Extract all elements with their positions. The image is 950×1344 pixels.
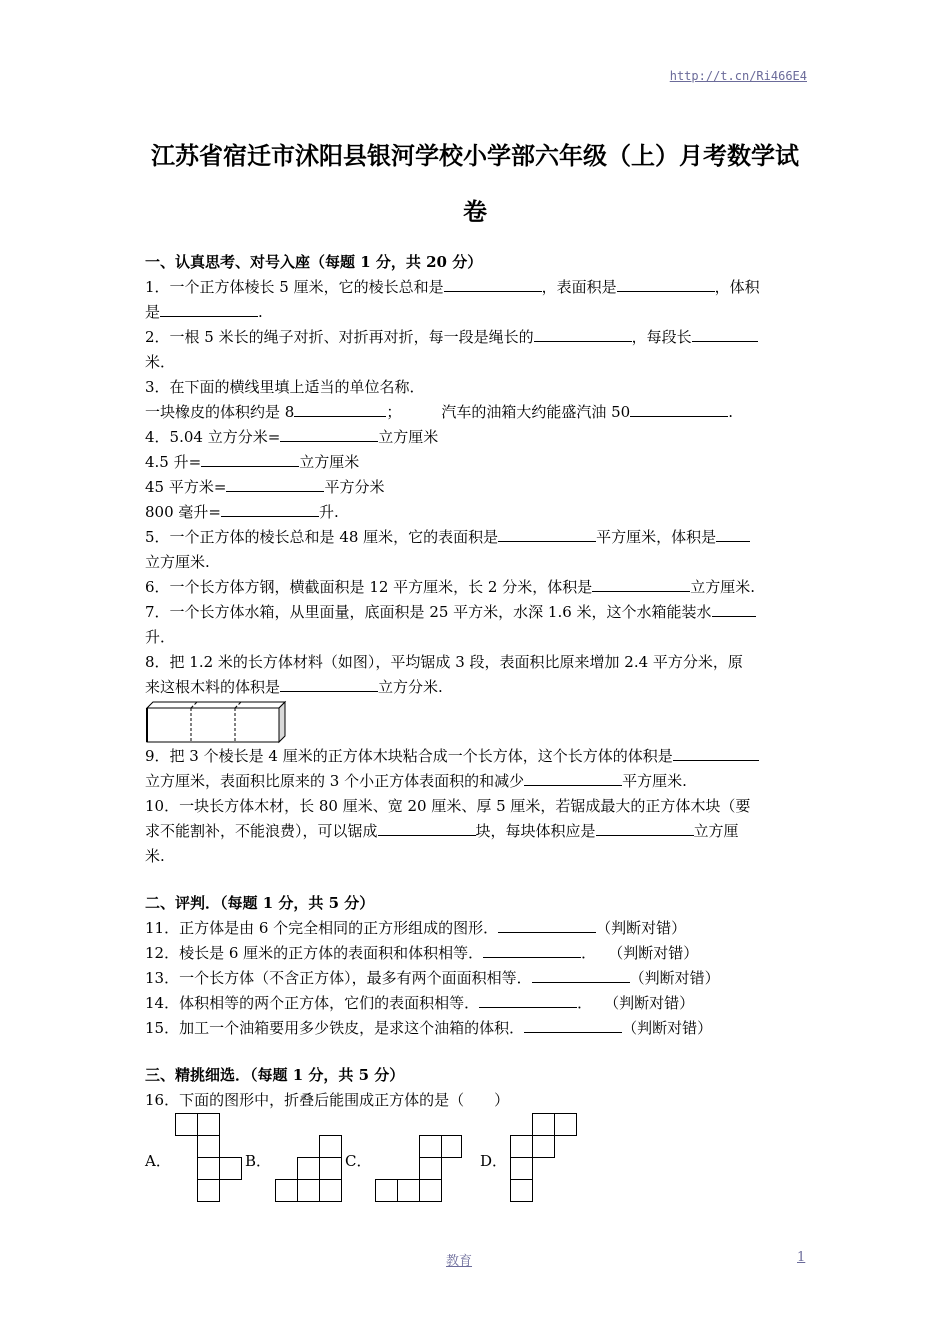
title-line-1: 江苏省宿迁市沭阳县银河学校小学部六年级（上）月考数学试: [151, 142, 799, 170]
q4-blank-1[interactable]: [280, 427, 378, 442]
q9-line-1: [145, 744, 810, 769]
q12-blank[interactable]: [483, 943, 581, 958]
q7-text: 7．一个长方体水箱，从里面量，底面积是 25 平方米，水深 1.6 米，这个水箱能装水: [145, 603, 712, 621]
q6-unit: 立方厘米.: [690, 578, 756, 596]
q4-text-a: 4．5.04 立方分米=: [145, 428, 281, 446]
q3-text-d: 汽车的油箱大约能盛汽油 50: [441, 403, 631, 421]
q14-text: 14．体积相等的两个正方体，它们的表面积相等．: [145, 994, 480, 1012]
q4-line-3: [145, 475, 810, 500]
q1-text-e: .: [258, 303, 263, 321]
q12-judge: （判断对错）: [608, 944, 699, 962]
q15-line: [145, 1016, 810, 1041]
option-a-label[interactable]: A．: [145, 1152, 171, 1170]
q9-text: 9．把 3 个棱长是 4 厘米的正方体木块粘合成一个长方体，这个长方体的体积是: [145, 747, 673, 765]
q9-line-2: [145, 769, 810, 794]
q11-judge: （判断对错）: [596, 919, 687, 937]
q5-text-b: 平方厘米，体积是: [596, 528, 717, 546]
q4-text-d: 800 毫升=: [145, 503, 221, 521]
q2-text-b: ，每段长: [631, 328, 692, 346]
option-a-net[interactable]: [175, 1113, 245, 1203]
q15-text: 15．加工一个油箱要用多少铁皮，是求这个油箱的体积．: [145, 1019, 525, 1037]
q9-blank-2[interactable]: [524, 771, 622, 786]
q2-line-1: [145, 325, 810, 350]
q5-line-2: 立方厘米.: [145, 553, 210, 571]
q2-text: 2．一根 5 米长的绳子对折、对折再对折，每一段是绳长的: [145, 328, 534, 346]
q2-blank-2[interactable]: [692, 327, 758, 342]
q6-line: [145, 575, 810, 600]
q11-text: 11．正方体是由 6 个完全相同的正方形组成的图形．: [145, 919, 499, 937]
q11-blank[interactable]: [498, 918, 596, 933]
q3-text-e: .: [728, 403, 733, 421]
q1-blank-2[interactable]: [617, 277, 715, 292]
q6-blank[interactable]: [592, 577, 690, 592]
q10-line-1: 10．一块长方体木材，长 80 厘米、宽 20 厘米、厚 5 厘米，若锯成最大的正方体木块（要: [145, 797, 751, 815]
q13-text: 13．一个长方体（不含正方体），最多有两个面面积相等．: [145, 969, 532, 987]
q3-line-1: 3．在下面的横线里填上适当的单位名称．: [145, 378, 425, 396]
q4-unit-b: 立方厘米: [299, 453, 360, 471]
q1-blank-3[interactable]: [160, 302, 258, 317]
q6-text: 6．一个长方体方钢，横截面积是 12 平方厘米，长 2 分米，体积是: [145, 578, 593, 596]
section-2-heading: 二、评判．（每题 1 分，共 5 分）: [145, 894, 375, 912]
q13-judge: （判断对错）: [629, 969, 720, 987]
q8-figure: [145, 700, 810, 744]
q10-line-2: [145, 819, 810, 844]
q4-line-1: [145, 425, 810, 450]
option-d-net[interactable]: [510, 1113, 580, 1203]
q4-blank-2[interactable]: [201, 452, 299, 467]
q4-unit-d: 升.: [318, 503, 339, 521]
q8-line-1: 8．把 1.2 米的长方体材料（如图），平均锯成 3 段，表面积比原来增加 2.4 平方分米，原: [145, 653, 743, 671]
q10-text-b: 求不能割补，不能浪费），可以锯成: [145, 822, 378, 840]
q4-text-c: 45 平方米=: [145, 478, 227, 496]
q10-text-c: 块，每块体积应是: [475, 822, 596, 840]
q10-line-3: 米.: [145, 847, 165, 865]
q11-line: [145, 916, 810, 941]
q16-line: 16．下面的图形中，折叠后能围成正方体的是（ ）: [145, 1091, 510, 1109]
title-line-2: 卷: [463, 198, 487, 226]
q13-blank[interactable]: [532, 968, 630, 983]
q10-blank-2[interactable]: [596, 821, 694, 836]
q5-line-1: [145, 525, 810, 550]
q10-blank-1[interactable]: [378, 821, 476, 836]
q5-blank-2[interactable]: [716, 527, 750, 542]
document-title: [145, 128, 805, 240]
q4-text-b: 4.5 升=: [145, 453, 202, 471]
q13-line: [145, 966, 810, 991]
q1-text-d: 是: [145, 303, 161, 321]
q7-line-1: [145, 600, 810, 625]
q15-blank[interactable]: [524, 1018, 622, 1033]
q3-blank-1[interactable]: [294, 402, 386, 417]
q1-line-1: [145, 275, 810, 300]
q12-line: [145, 941, 810, 966]
q8-line-2: [145, 675, 810, 700]
q14-blank[interactable]: [479, 993, 577, 1008]
q10-text-d: 立方厘: [693, 822, 739, 840]
q8-blank[interactable]: [280, 677, 378, 692]
q16-options: [145, 1113, 810, 1205]
q4-line-2: [145, 450, 810, 475]
q1-text-b: ，表面积是: [541, 278, 617, 296]
q5-text: 5．一个正方体的棱长总和是 48 厘米，它的表面积是: [145, 528, 499, 546]
q9-blank-1[interactable]: [673, 746, 759, 761]
q2-blank-1[interactable]: [534, 327, 632, 342]
q7-blank[interactable]: [712, 602, 756, 617]
q8-unit: 立方分米.: [378, 678, 443, 696]
section-1-heading: 一、认真思考、对号入座（每题 1 分，共 20 分）: [145, 253, 483, 271]
exam-content: [145, 250, 810, 1205]
section-3-heading: 三、精挑细选．（每题 1 分，共 5 分）: [145, 1066, 405, 1084]
q12-dot: ．: [581, 944, 597, 962]
option-b-label[interactable]: B．: [245, 1152, 272, 1170]
footer-label[interactable]: 教育: [446, 1254, 473, 1269]
q4-blank-4[interactable]: [221, 502, 319, 517]
q7-line-2: 升．: [145, 628, 176, 646]
option-c-label[interactable]: C．: [345, 1152, 372, 1170]
page-number[interactable]: 1: [797, 1250, 806, 1265]
q4-unit-a: 立方厘米: [378, 428, 439, 446]
option-b-net[interactable]: [275, 1113, 345, 1203]
q1-text-c: ，体积: [714, 278, 760, 296]
q5-blank-1[interactable]: [498, 527, 596, 542]
q9-unit: 平方厘米.: [622, 772, 687, 790]
q1-text: 1．一个正方体棱长 5 厘米，它的棱长总和是: [145, 278, 444, 296]
option-d-label[interactable]: D．: [480, 1152, 508, 1170]
q2-line-2: 米．: [145, 353, 176, 371]
q4-blank-3[interactable]: [226, 477, 324, 492]
q3-line-2: [145, 400, 810, 425]
q14-judge: （判断对错）: [604, 994, 695, 1012]
cuboid-figure: [145, 700, 290, 744]
q14-line: [145, 991, 810, 1016]
q3-text-b: 一块橡皮的体积约是 8: [145, 403, 295, 421]
q4-line-4: [145, 500, 810, 525]
option-c-net[interactable]: [375, 1113, 465, 1203]
q14-dot: ．: [577, 994, 593, 1012]
q4-unit-c: 平方分米: [324, 478, 385, 496]
q12-text: 12．棱长是 6 厘米的正方体的表面积和体积相等．: [145, 944, 484, 962]
q3-blank-2[interactable]: [630, 402, 728, 417]
q8-text-b: 来这根木料的体积是: [145, 678, 281, 696]
q1-blank-1[interactable]: [444, 277, 542, 292]
q9-text-b: 立方厘米，表面积比原来的 3 个小正方体表面积的和减少: [145, 772, 525, 790]
source-link[interactable]: http://t.cn/Ri466E4: [669, 69, 807, 83]
q1-line-2: [145, 300, 810, 325]
q3-text-c: ；: [386, 403, 402, 421]
q15-judge: （判断对错）: [622, 1019, 713, 1037]
